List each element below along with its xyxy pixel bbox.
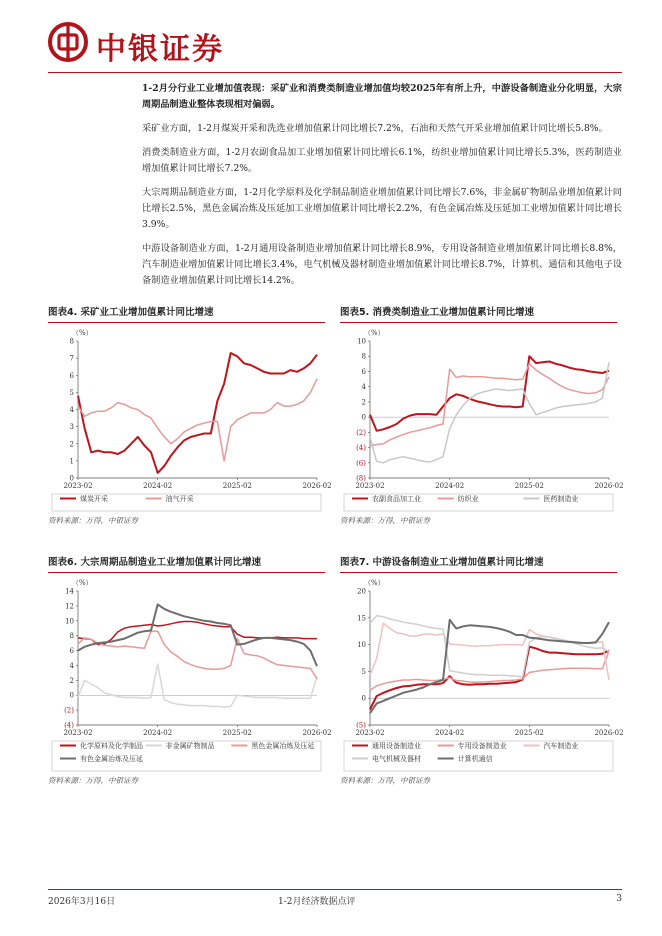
y-tick-label: 8	[69, 337, 74, 346]
series-line-3	[370, 623, 609, 680]
x-tick-label: 2024-02	[143, 729, 173, 737]
legend-label: 农副食品加工业	[372, 495, 421, 503]
y-tick-label: 14	[65, 587, 74, 596]
y-tick-label: 3	[69, 423, 74, 432]
x-tick-label: 2025-02	[222, 729, 252, 737]
footer-rule	[48, 889, 622, 890]
source-note: 资料来源：万得，中银证券	[340, 516, 430, 525]
source-note: 资料来源：万得，中银证券	[48, 776, 138, 785]
legend-label: 黑色金属冶炼及压延	[251, 742, 315, 750]
header-rule	[48, 72, 622, 73]
figure-6	[48, 556, 332, 786]
unit-label: （%）	[364, 329, 385, 337]
y-tick-label: 0	[361, 413, 366, 422]
y-tick-label: 0	[361, 694, 366, 703]
unit-label: （%）	[72, 579, 93, 587]
y-tick-label: 10	[357, 337, 366, 346]
series-line-5	[370, 620, 609, 713]
y-tick-label: (6)	[356, 459, 366, 468]
figure-title: 图表4. 采矿业工业增加值累计同比增速	[48, 307, 214, 318]
figure-title: 图表6. 大宗周期品制造业工业增加值累计同比增速	[48, 557, 262, 568]
y-tick-label: 6	[69, 371, 74, 380]
paragraph-consumer: 消费类制造业方面，1-2月农副食品加工业增加值累计同比增长6.1%，纺织业增加值累计同比增长5.3%，医药制造业增加值累计同比增长7.2%。	[142, 147, 622, 174]
body-text	[142, 81, 622, 297]
y-tick-label: (4)	[64, 721, 74, 730]
y-tick-label: 5	[69, 388, 74, 397]
legend-label: 煤炭开采	[80, 495, 108, 503]
x-tick-label: 2023-02	[355, 482, 385, 490]
x-tick-label: 2026-02	[302, 729, 332, 737]
series-line-1	[370, 647, 609, 710]
x-tick-label: 2026-02	[594, 482, 624, 490]
footer-title: 1-2月经济数据点评	[278, 897, 356, 907]
legend-label: 油气开采	[165, 495, 194, 503]
y-tick-label: 20	[357, 587, 366, 596]
legend-label: 通用设备制造业	[372, 742, 421, 750]
legend-label: 专用设备制造业	[457, 742, 507, 750]
y-tick-label: (4)	[356, 444, 366, 453]
y-tick-label: 5	[361, 667, 366, 676]
figure-title: 图表7. 中游设备制造业工业增加值累计同比增速	[340, 557, 544, 568]
legend-label: 电气机械及器材	[372, 755, 421, 763]
chart-mining	[48, 323, 332, 513]
y-tick-label: 0	[69, 474, 74, 483]
chart-bulk	[48, 573, 332, 773]
y-tick-label: 7	[69, 354, 74, 363]
series-line-2	[78, 379, 317, 461]
x-tick-label: 2024-02	[143, 482, 173, 490]
source-note: 资料来源：万得，中银证券	[340, 776, 430, 785]
x-tick-label: 2025-02	[514, 729, 544, 737]
series-line-1	[370, 356, 609, 431]
y-tick-label: (2)	[64, 706, 74, 715]
legend-label: 非金属矿物制品	[165, 742, 215, 750]
source-note: 资料来源：万得，中银证券	[48, 516, 138, 525]
legend-label: 医药制造业	[543, 495, 579, 503]
y-tick-label: 2	[69, 676, 74, 685]
page-header	[48, 22, 648, 68]
x-tick-label: 2023-02	[63, 729, 93, 737]
y-tick-label: 12	[65, 602, 74, 611]
unit-label: （%）	[364, 579, 385, 587]
brand-name: 中银证券	[96, 32, 224, 67]
bank-of-china-logo-icon	[48, 22, 88, 62]
y-tick-label: 15	[357, 614, 366, 623]
figure-4	[48, 306, 332, 526]
y-tick-label: (2)	[356, 428, 366, 437]
figure-7	[340, 556, 624, 786]
legend-label: 化学原料及化学制品	[80, 742, 143, 750]
lead-paragraph: 1-2月分行业工业增加值表现：采矿业和消费类制造业增加值均较2025年有所上升，中游设备制造业分化明显，大宗周期品制造业整体表现相对偏弱。	[142, 83, 622, 110]
paragraph-equipment: 中游设备制造业方面，1-2月通用设备制造业增加值累计同比增长8.9%，专用设备制造业增加值累计同比增长8.8%，汽车制造业增加值累计同比增长3.4%，电气机械及器材制造业增加值累计同比增长8.7%，计算机、通信和其他电子设备制造业增加值累计同比增长14.2%。	[142, 243, 622, 286]
legend-label: 计算机通信	[457, 755, 493, 763]
y-tick-label: 6	[361, 367, 366, 376]
paragraph-mining: 采矿业方面，1-2月煤炭开采和洗选业增加值累计同比增长7.2%，石油和天然气开采业增加值累计同比增长5.8%。	[142, 123, 608, 134]
series-line-1	[78, 353, 317, 473]
x-tick-label: 2026-02	[594, 729, 624, 737]
y-tick-label: 2	[69, 440, 74, 449]
y-tick-label: 6	[69, 647, 74, 656]
x-tick-label: 2023-02	[355, 729, 385, 737]
chart-equipment	[340, 573, 624, 773]
x-tick-label: 2025-02	[222, 482, 252, 490]
y-tick-label: 8	[69, 632, 74, 641]
figure-title: 图表5. 消费类制造业工业增加值累计同比增速	[340, 307, 535, 318]
x-tick-label: 2024-02	[435, 729, 465, 737]
y-tick-label: 0	[69, 691, 74, 700]
legend-label: 有色金属冶炼及压延	[80, 755, 143, 763]
y-tick-label: (8)	[356, 474, 366, 483]
y-tick-label: 8	[361, 352, 366, 361]
legend-label: 汽车制造业	[543, 742, 579, 750]
footer-date: 2026年3月16日	[48, 897, 116, 907]
unit-label: （%）	[72, 329, 93, 337]
series-line-2	[78, 664, 317, 707]
legend-label: 纺织业	[457, 495, 479, 503]
page-number: 3	[616, 894, 622, 904]
x-tick-label: 2025-02	[514, 482, 544, 490]
figure-5	[340, 306, 624, 526]
y-tick-label: 4	[69, 406, 74, 414]
y-tick-label: 4	[69, 661, 74, 670]
y-tick-label: 2	[361, 398, 366, 407]
y-tick-label: 4	[361, 383, 366, 392]
y-tick-label: 1	[69, 457, 74, 466]
chart-consumer	[340, 323, 624, 513]
y-tick-label: 10	[65, 617, 74, 626]
x-tick-label: 2024-02	[435, 482, 465, 490]
x-tick-label: 2026-02	[302, 482, 332, 490]
y-tick-label: (5)	[356, 721, 366, 730]
x-tick-label: 2023-02	[63, 482, 93, 490]
paragraph-bulk: 大宗周期品制造业方面，1-2月化学原料及化学制品制造业增加值累计同比增长7.6%，非金属矿物制品业增加值累计同比增长2.5%，黑色金属冶炼及压延加工业增加值累计同比增长2.2%，有色金属冶炼及压延加工业增加值累计同比增长3.9%。	[142, 187, 622, 230]
y-tick-label: 10	[357, 641, 366, 650]
